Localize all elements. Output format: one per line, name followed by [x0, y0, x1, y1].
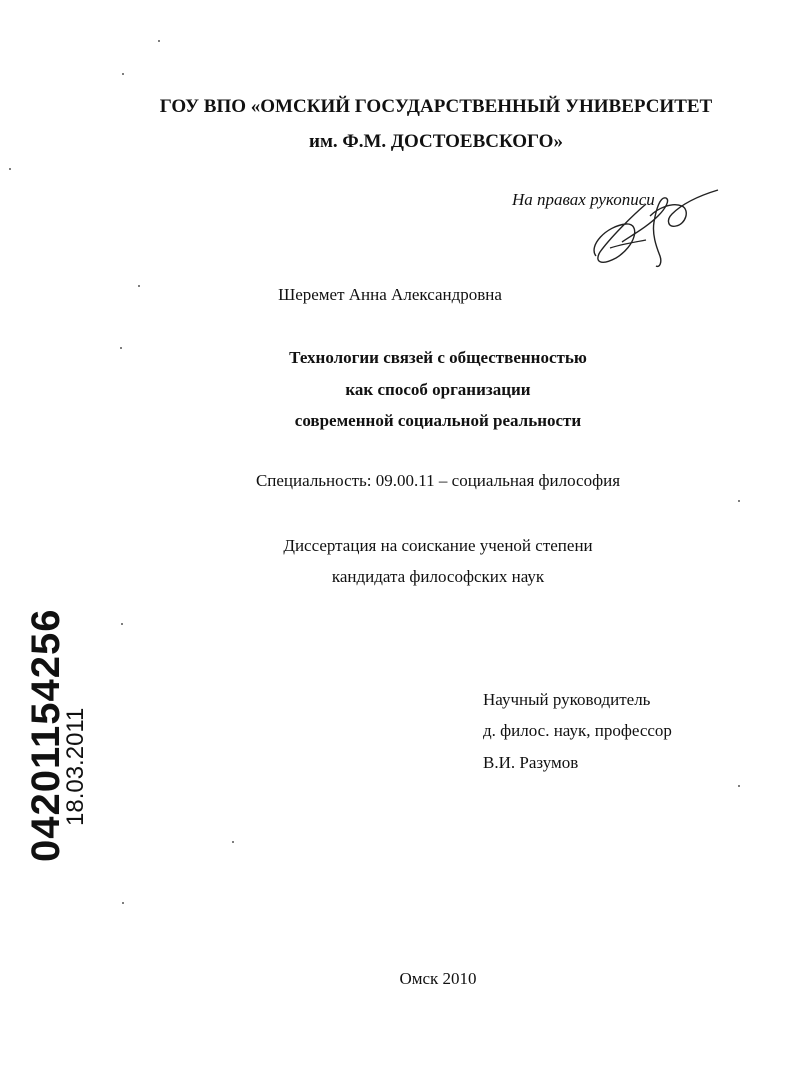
university-name-line1: ГОУ ВПО «ОМСКИЙ ГОСУДАРСТВЕННЫЙ УНИВЕРСИТЕТ [159, 96, 713, 117]
dissertation-title-line2: как способ организации [345, 380, 531, 399]
author-name: Шеремет Анна Александровна [278, 285, 502, 304]
city-year: Омск 2010 [399, 969, 477, 988]
scan-speck [122, 73, 124, 75]
scan-speck [738, 785, 740, 787]
scan-speck [232, 841, 234, 843]
supervisor-name: В.И. Разумов [483, 753, 579, 772]
library-stamp-number: 04201154256 [24, 608, 68, 862]
scan-speck [122, 902, 124, 904]
manuscript-rights-note: На правах рукописи [512, 190, 655, 209]
scan-speck [138, 285, 140, 287]
scan-speck [121, 623, 123, 625]
library-stamp-date: 18.03.2011 [62, 707, 89, 826]
supervisor-role: Научный руководитель [483, 690, 651, 709]
university-name-line2: им. Ф.М. ДОСТОЕВСКОГО» [309, 131, 563, 152]
supervisor-degree: д. филос. наук, профессор [483, 721, 672, 740]
dissertation-title-line1: Технологии связей с общественностью [289, 348, 587, 367]
dissertation-purpose-line2: кандидата философских наук [331, 567, 545, 586]
scan-speck [120, 347, 122, 349]
handwritten-signature [586, 186, 726, 272]
scan-speck [9, 168, 11, 170]
scan-speck [158, 40, 160, 42]
dissertation-title-line3: современной социальной реальности [294, 411, 582, 430]
specialty-line: Специальность: 09.00.11 – социальная философия [255, 471, 621, 490]
dissertation-purpose-line1: Диссертация на соискание ученой степени [283, 536, 593, 555]
scan-speck [738, 500, 740, 502]
